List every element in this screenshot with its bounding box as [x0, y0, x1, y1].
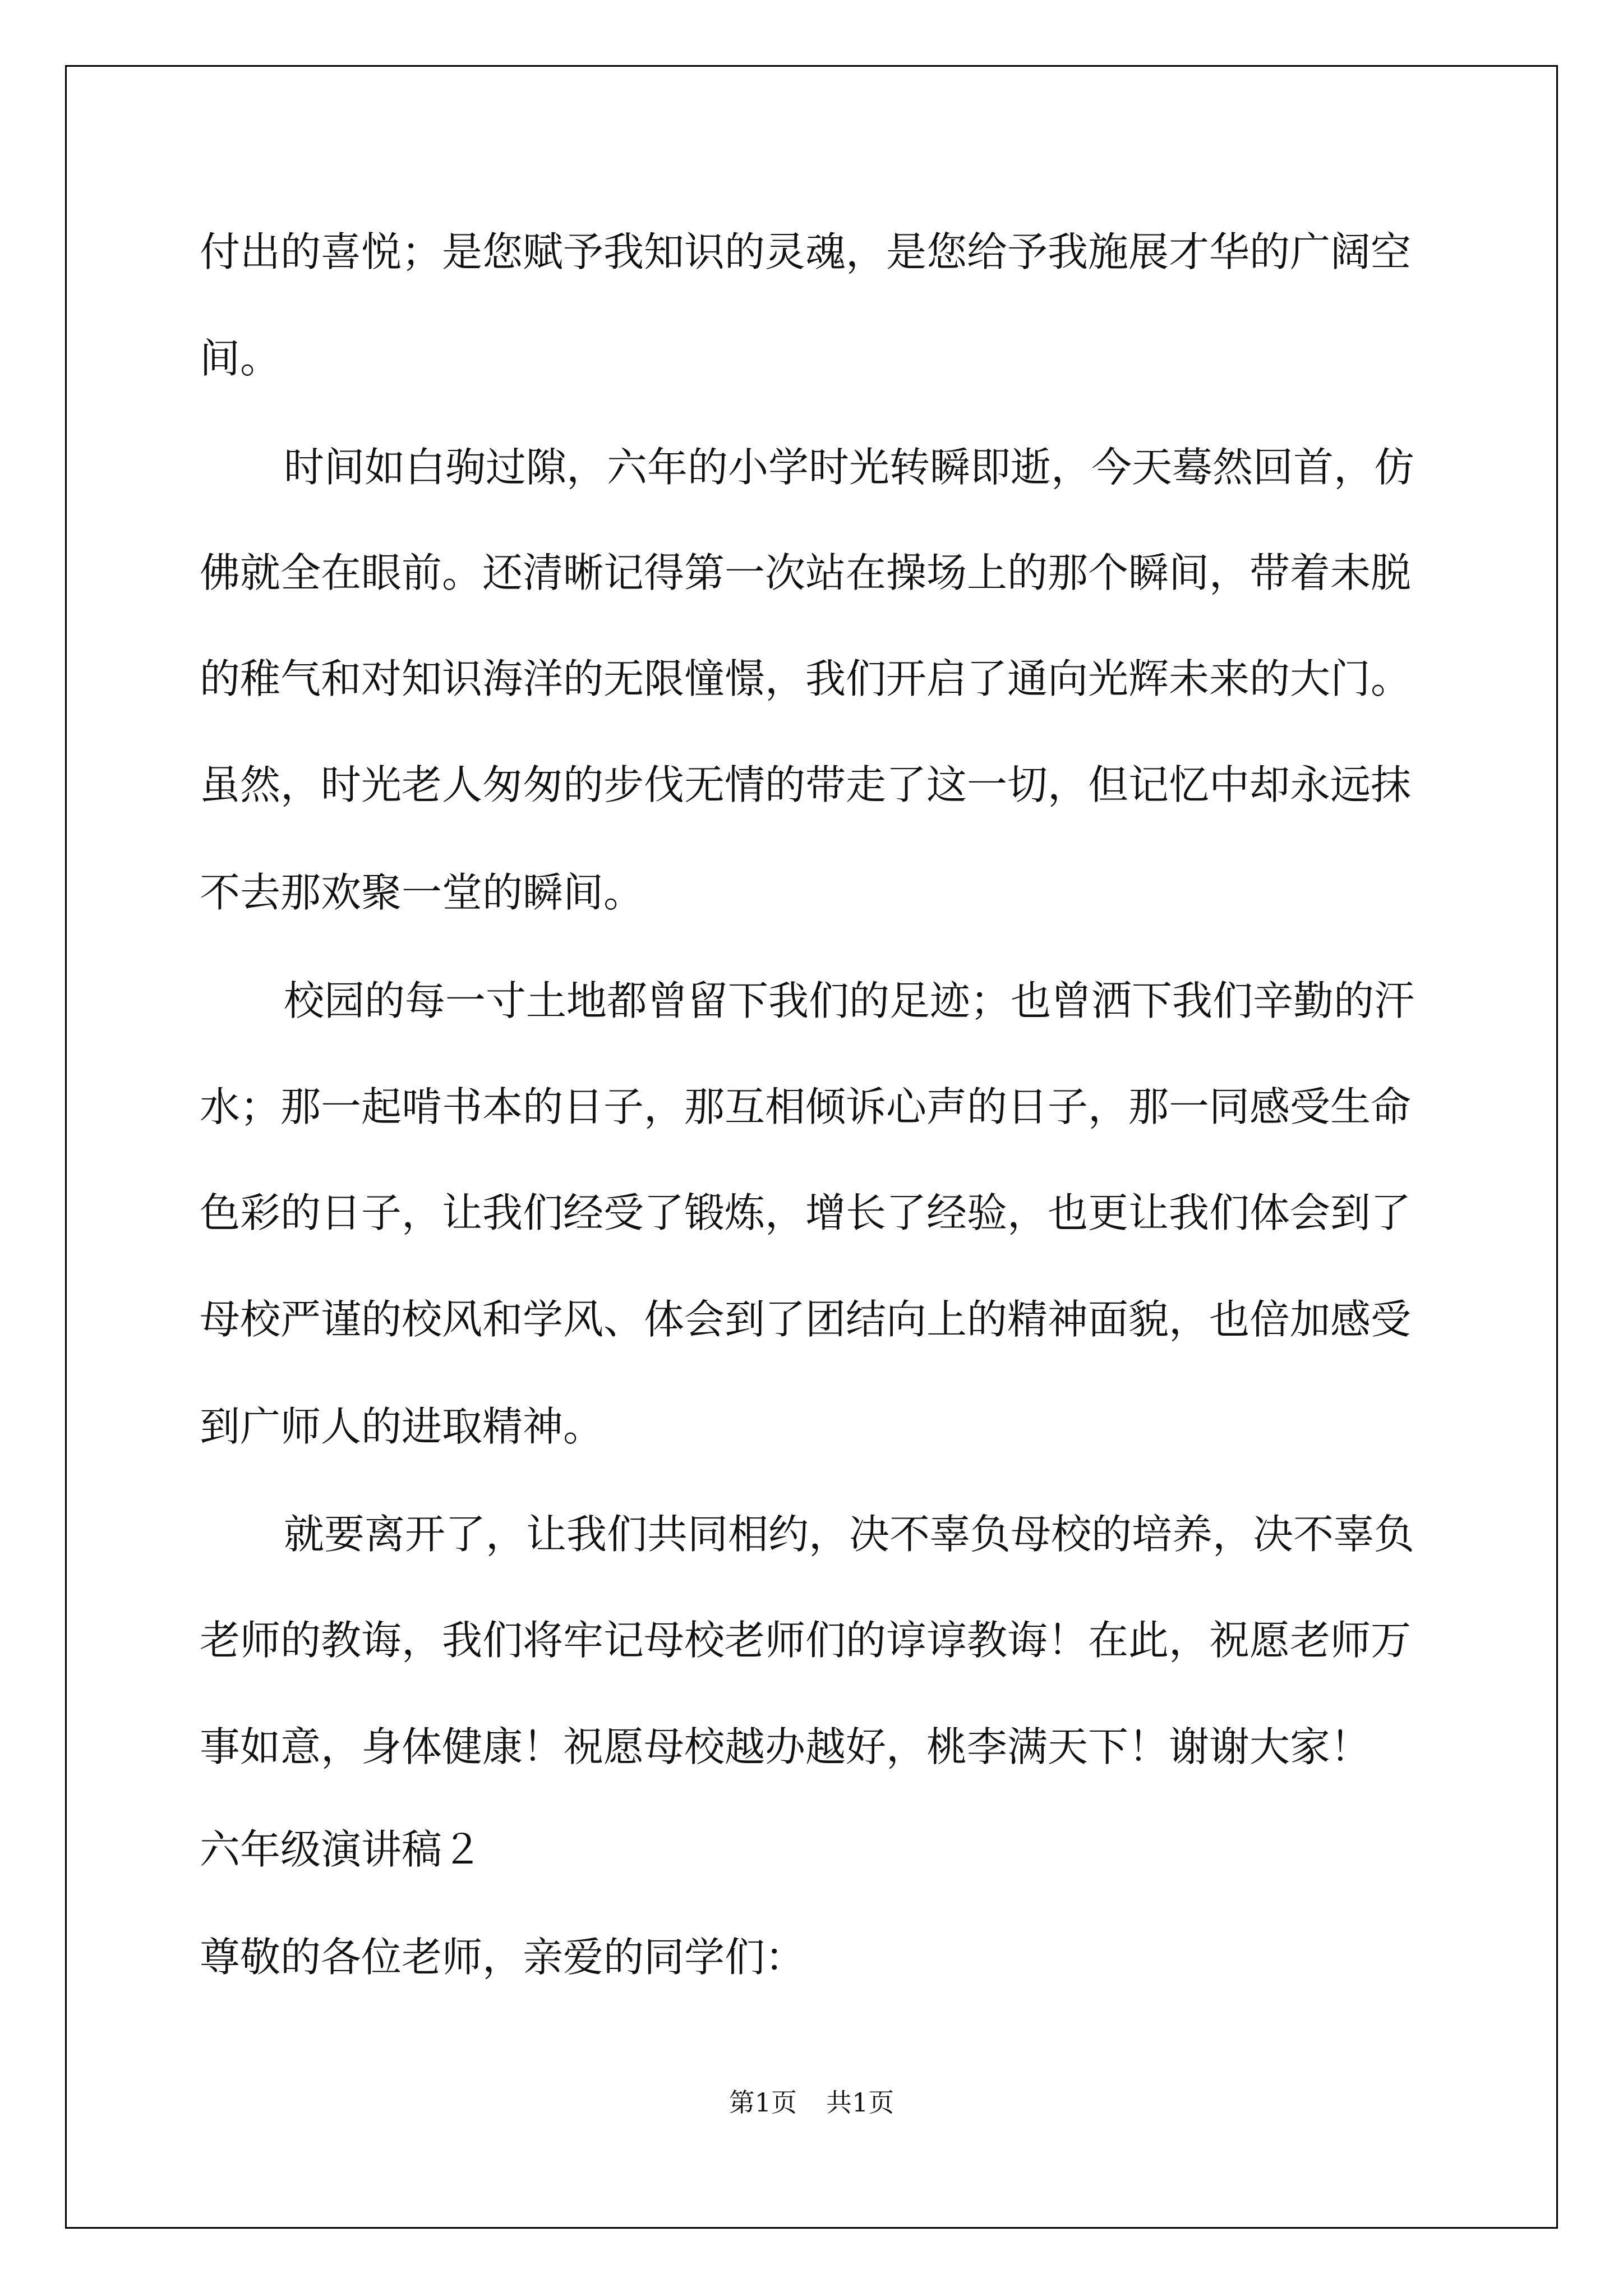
page-number: 第1页	[728, 2087, 797, 2118]
body-line: 水；那一起啃书本的日子，那互相倾诉心声的日子，那一同感受生命	[200, 1083, 1412, 1130]
section-heading: 六年级演讲稿２	[200, 1826, 483, 1873]
body-line: 到广师人的进取精神。	[200, 1403, 604, 1450]
body-line: 的稚气和对知识海洋的无限憧憬，我们开启了通向光辉未来的大门。	[200, 655, 1412, 702]
body-line: 母校严谨的校风和学风、体会到了团结向上的精神面貌，也倍加感受	[200, 1296, 1412, 1343]
body-line: 间。	[200, 335, 281, 382]
page-footer	[0, 2087, 1623, 2118]
body-line: 虽然，时光老人匆匆的步伐无情的带走了这一切，但记忆中却永远抹	[200, 761, 1412, 808]
body-line: 佛就全在眼前。还清晰记得第一次站在操场上的那个瞬间，带着未脱	[200, 549, 1412, 596]
paragraph-start-line: 就要离开了，让我们共同相约，决不辜负母校的培养，决不辜负	[284, 1511, 1415, 1558]
paragraph-start-line: 校园的每一寸土地都曾留下我们的足迹；也曾洒下我们辛勤的汗	[284, 977, 1415, 1024]
body-line: 老师的教诲，我们将牢记母校老师们的谆谆教诲！在此，祝愿老师万	[200, 1617, 1412, 1664]
page-border	[65, 65, 1558, 2229]
salutation-line: 尊敬的各位老师，亲爱的同学们：	[200, 1934, 806, 1981]
paragraph-start-line: 时间如白驹过隙，六年的小学时光转瞬即逝，今天蓦然回首，仿	[284, 444, 1415, 491]
body-line: 不去那欢聚一堂的瞬间。	[200, 869, 644, 916]
body-line: 色彩的日子，让我们经受了锻炼，增长了经验，也更让我们体会到了	[200, 1189, 1412, 1236]
body-line: 付出的喜悦；是您赋予我知识的灵魂，是您给予我施展才华的广阔空	[200, 228, 1412, 275]
total-pages: 共1页	[826, 2087, 895, 2118]
body-line: 事如意，身体健康！祝愿母校越办越好，桃李满天下！谢谢大家！	[200, 1723, 1371, 1770]
